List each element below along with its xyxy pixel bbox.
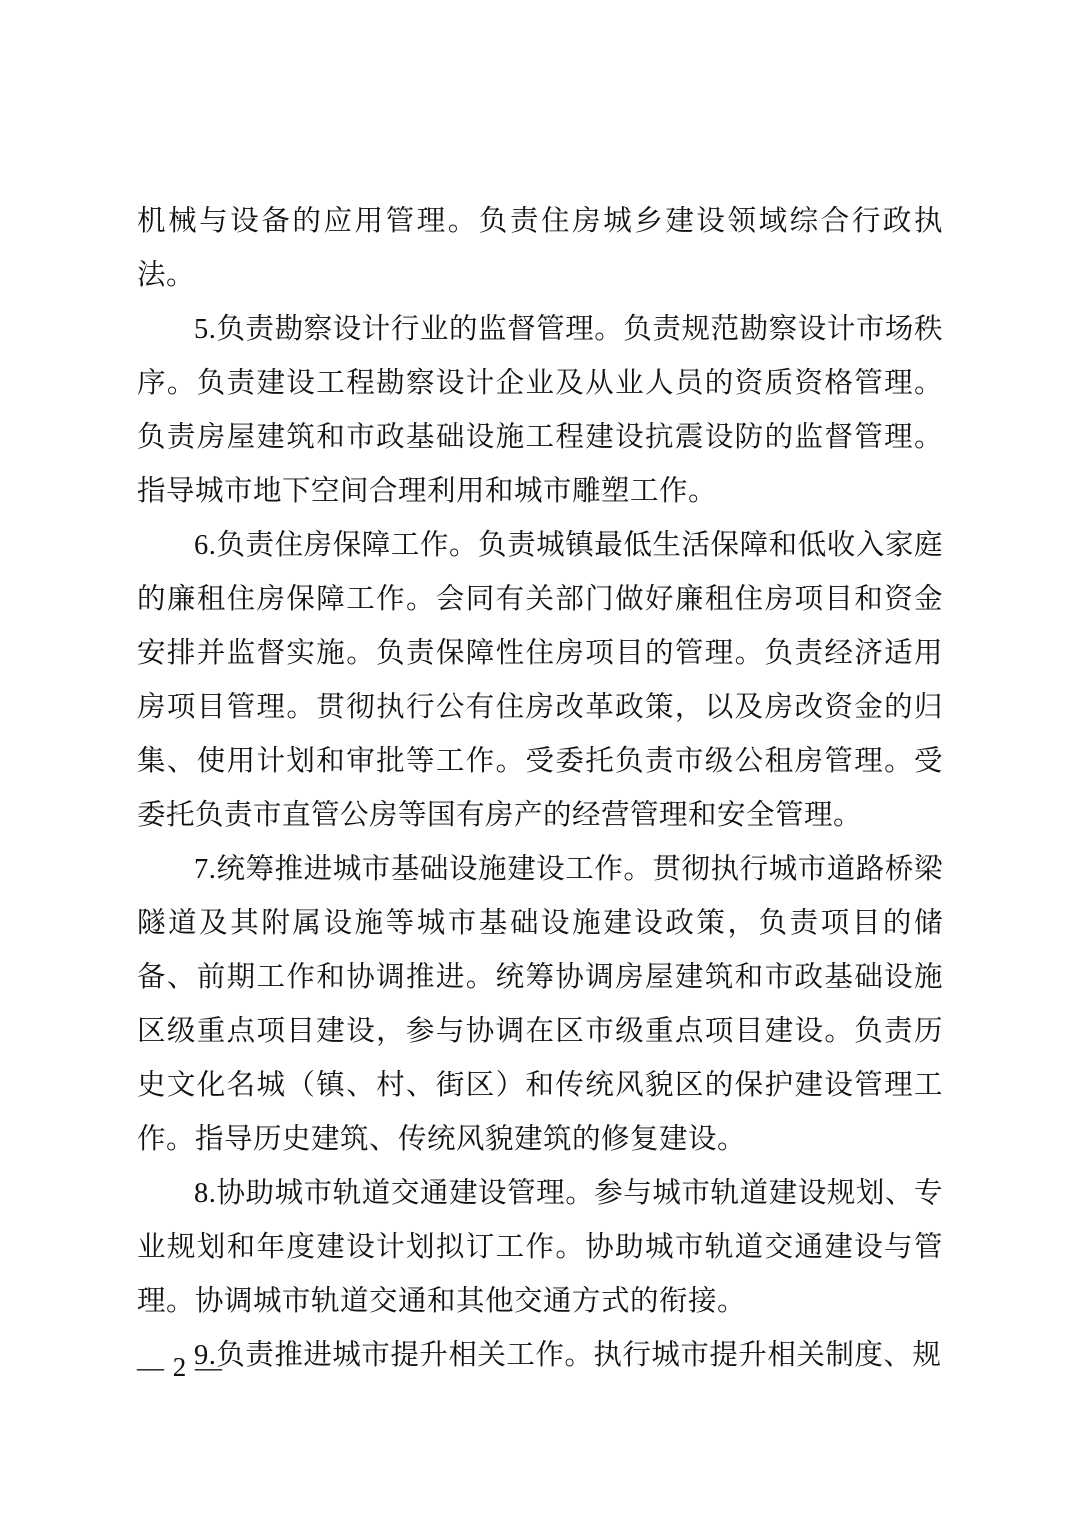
page-number: — 2 — <box>137 1352 223 1382</box>
paragraph-item-8: 8.协助城市轨道交通建设管理。参与城市轨道建设规划、专业规划和年度建设计划拟订工作。协助城市轨道交通建设与管理。协调城市轨道交通和其他交通方式的衔接。 <box>137 1178 943 1317</box>
paragraph-item-9: 9.负责推进城市提升相关工作。执行城市提升相关制度、规 <box>194 1340 942 1371</box>
paragraph-item-5: 5.负责勘察设计行业的监督管理。负责规范勘察设计市场秩序。负责建设工程勘察设计企业及从业人员的资质资格管理。负责房屋建筑和市政基础设施工程建设抗震设防的监督管理。指导城市地下空间合理利用和城市雕塑工作。 <box>137 314 943 507</box>
paragraph-item-6: 6.负责住房保障工作。负责城镇最低生活保障和低收入家庭的廉租住房保障工作。会同有关部门做好廉租住房项目和资金安排并监督实施。负责保障性住房项目的管理。负责经济适用房项目管理。贯彻执行公有住房改革政策，以及房改资金的归集、使用计划和审批等工作。受委托负责市级公租房管理。受委托负责市直管公房等国有房产的经营管理和安全管理。 <box>137 530 943 831</box>
paragraph-continuation: 机械与设备的应用管理。负责住房城乡建设领域综合行政执法。 <box>137 206 943 291</box>
paragraph-item-7: 7.统筹推进城市基础设施建设工作。贯彻执行城市道路桥梁隧道及其附属设施等城市基础设施建设政策，负责项目的储备、前期工作和协调推进。统筹协调房屋建筑和市政基础设施区级重点项目建设，参与协调在区市级重点项目建设。负责历史文化名城（镇、村、街区）和传统风貌区的保护建设管理工作。指导历史建筑、传统风貌建筑的修复建设。 <box>137 854 943 1155</box>
document-text-block <box>137 195 943 1383</box>
